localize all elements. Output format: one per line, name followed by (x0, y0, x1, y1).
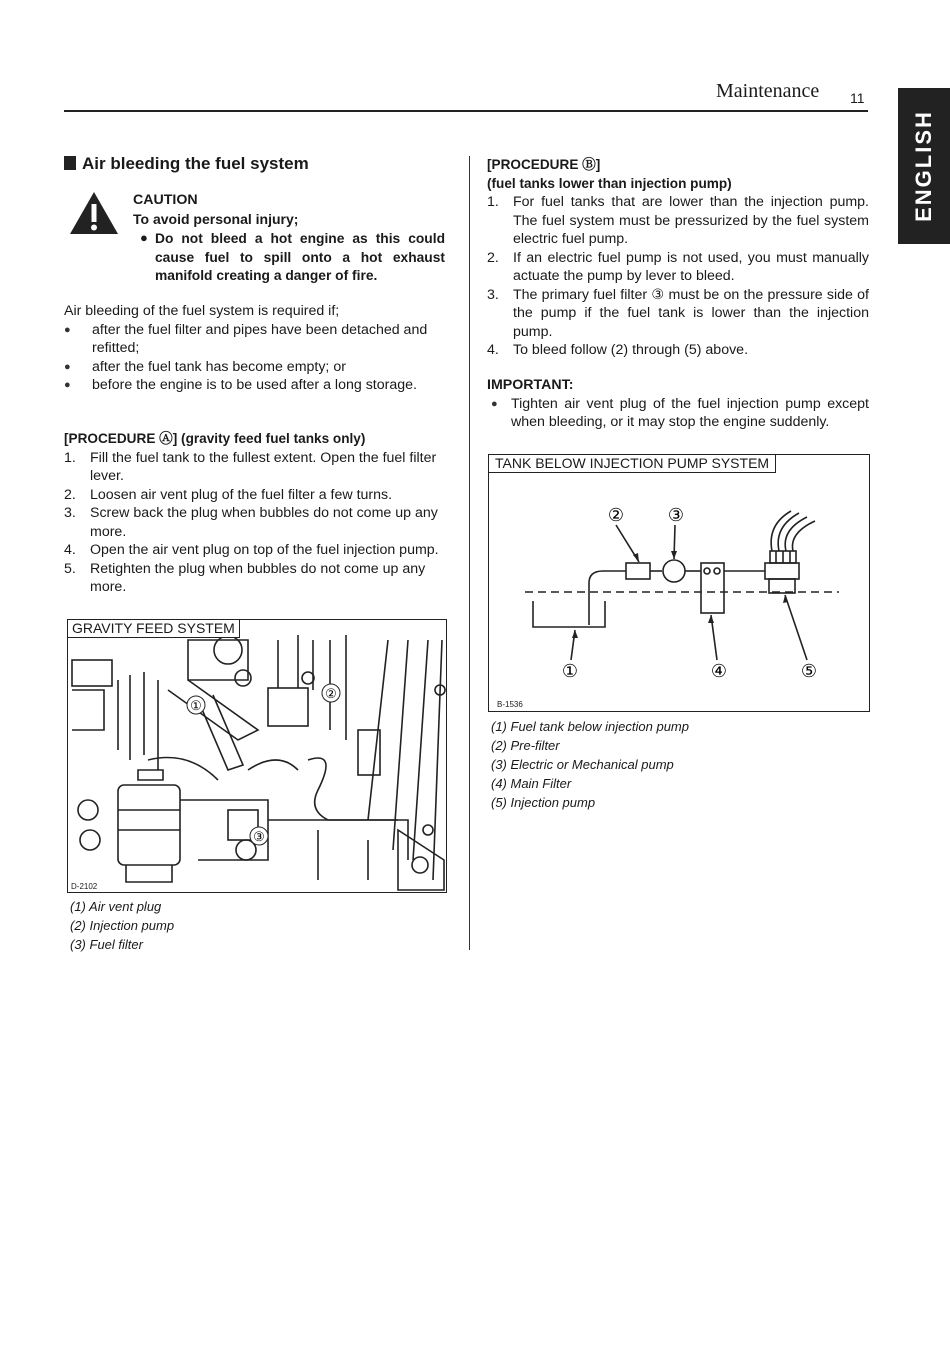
procedure-b (487, 156, 869, 360)
important-block (487, 376, 869, 432)
header-section-title: Maintenance (716, 80, 820, 102)
intro-lead: Air bleeding of the fuel system is required if; (64, 303, 340, 319)
intro-item: ● after the fuel tank has become empty; or (64, 358, 346, 375)
procedure-a-step: 5. Retighten the plug when bubbles do not come up any more. (64, 560, 426, 595)
language-tab-label: ENGLISH (911, 110, 936, 222)
figure-caption: (4) Main Filter (491, 776, 572, 791)
section-title (64, 154, 309, 174)
figure-b-callout: ① (561, 661, 579, 681)
bullet-icon: ● (64, 360, 71, 373)
fuel-system-schematic (489, 455, 869, 711)
section-title-text: Air bleeding the fuel system (82, 154, 309, 173)
procedure-b-step: 2. If an electric fuel pump is not used, you must manually actuate the pump by lever to bleed. (487, 249, 869, 284)
figure-caption: (1) Air vent plug (70, 899, 162, 914)
bullet-icon: ● (140, 230, 148, 245)
procedure-a-step: 3. Screw back the plug when bubbles do not come up any more. (64, 505, 438, 540)
figure-b-code: B-1536 (497, 700, 523, 709)
figure-caption: (3) Fuel filter (70, 937, 143, 952)
figure-a-callout: ① (190, 698, 202, 713)
figure-caption: (2) Pre-filter (491, 738, 560, 753)
figure-caption: (1) Fuel tank below injection pump (491, 719, 689, 734)
intro-item: ● after the fuel filter and pipes have been detached and refitted; (64, 321, 428, 356)
bullet-icon: ● (64, 323, 71, 336)
figure-a-callout: ③ (253, 829, 265, 844)
figure-caption: (2) Injection pump (70, 918, 175, 933)
important-heading: IMPORTANT: (487, 377, 574, 393)
engine-illustration (68, 620, 446, 892)
figure-a-captions (70, 897, 174, 954)
figure-caption: (3) Electric or Mechanical pump (491, 757, 674, 772)
language-tab (898, 88, 950, 244)
figure-b-callout: ⑤ (800, 661, 818, 681)
figure-a-label: GRAVITY FEED SYSTEM (68, 620, 240, 638)
caution-heading: CAUTION (133, 192, 198, 208)
bullet-icon: ● (491, 397, 498, 410)
bullet-icon: ● (64, 379, 71, 391)
column-divider (469, 156, 470, 950)
important-item: ● Tighten air vent plug of the fuel injection pump except when bleeding, or it may stop the engine suddenly. (491, 395, 869, 430)
figure-a-code: D-2102 (71, 882, 98, 891)
header-rule (64, 110, 868, 112)
procedure-b-step: 4. To bleed follow (2) through (5) above. (487, 342, 749, 358)
figure-b-captions (491, 717, 689, 812)
figure-b-label: TANK BELOW INJECTION PUMP SYSTEM (489, 455, 776, 473)
procedure-b-step: 3. The primary fuel filter ③ must be on the pressure side of the pump if the fuel tank is lower than the injection pump. (487, 286, 869, 340)
square-bullet-icon (64, 156, 76, 170)
intro-item: ● before the engine is to be used after a long storage. (64, 377, 417, 393)
procedure-a-heading: [PROCEDURE Ⓐ] (gravity feed fuel tanks only) (64, 431, 366, 446)
procedure-a-step: 1. Fill the fuel tank to the fullest extent. Open the fuel filter lever. (64, 449, 437, 484)
procedure-b-step: 1. For fuel tanks that are lower than the injection pump. The fuel system must be pressurized by the fuel system electric fuel pump. (487, 194, 869, 247)
intro-block (64, 302, 444, 395)
caution-item: Do not bleed a hot engine as this could cause fuel to spill onto a hot exhaust manifold creating a danger of fire. (155, 231, 445, 283)
figure-a-callout: ② (325, 686, 337, 701)
caution-subheading: To avoid personal injury; (133, 211, 299, 227)
figure-caption: (5) Injection pump (491, 795, 596, 810)
procedure-a-step: 2. Loosen air vent plug of the fuel filter a few turns. (64, 486, 393, 503)
figure-b-callout: ④ (710, 661, 728, 681)
warning-triangle-icon (68, 190, 120, 236)
figure-b-callout: ③ (667, 505, 685, 525)
procedure-a (64, 430, 446, 597)
procedure-a-step: 4. Open the air vent plug on top of the fuel injection pump. (64, 542, 439, 558)
gravity-feed-figure (67, 619, 447, 893)
procedure-b-subheading: (fuel tanks lower than injection pump) (487, 175, 732, 191)
page-number: 11 (850, 90, 865, 106)
figure-b-callout: ② (607, 505, 625, 525)
tank-below-figure (488, 454, 870, 712)
procedure-b-heading: [PROCEDURE Ⓑ] (487, 157, 601, 172)
